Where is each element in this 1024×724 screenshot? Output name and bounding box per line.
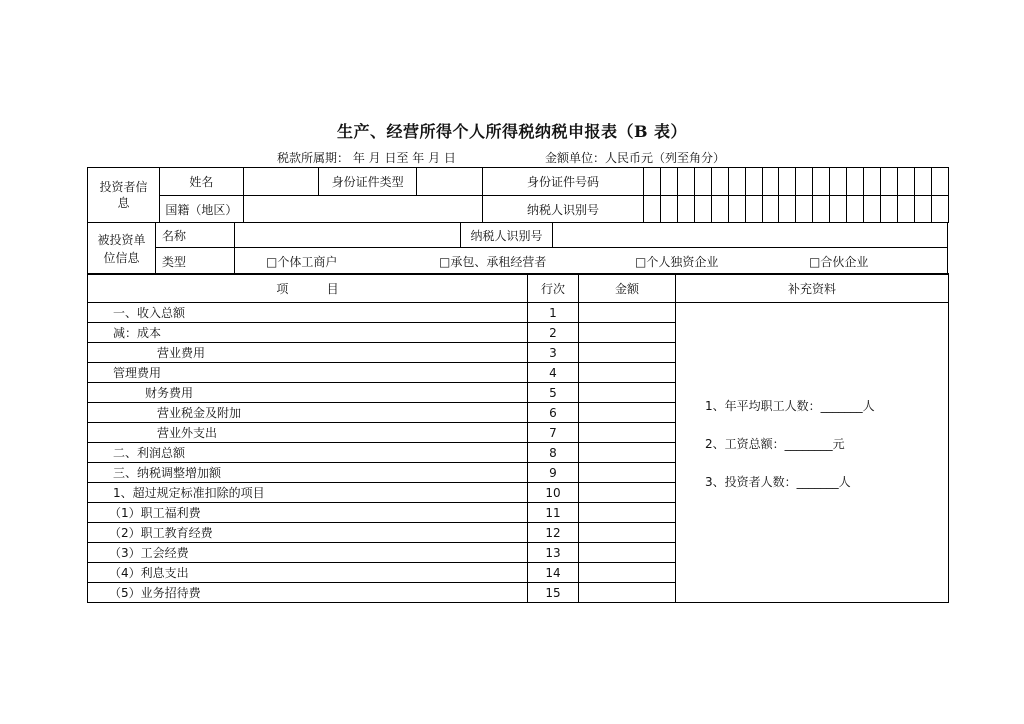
supplement-area xyxy=(676,303,949,603)
amount-cell[interactable] xyxy=(579,303,676,323)
row-number: 6 xyxy=(528,403,579,423)
row-label: （5）业务招待费 xyxy=(88,583,528,603)
id-number-box[interactable] xyxy=(881,168,898,196)
amount-cell[interactable] xyxy=(579,483,676,503)
tax-id-box[interactable] xyxy=(796,196,813,223)
type-option-partnership[interactable]: □合伙企业 xyxy=(809,255,869,269)
nationality-field[interactable] xyxy=(243,196,482,223)
tax-id-box[interactable] xyxy=(694,196,711,223)
id-number-box[interactable] xyxy=(677,168,694,196)
tax-period: 税款所属期： 年 月 日至 年 月 日 xyxy=(277,151,456,165)
id-number-box[interactable] xyxy=(847,168,864,196)
tax-id-box[interactable] xyxy=(643,196,660,223)
id-number-box[interactable] xyxy=(914,168,931,196)
row-number: 14 xyxy=(528,563,579,583)
tax-id-box[interactable] xyxy=(914,196,931,223)
type-option-individual-business[interactable]: □个体工商户 xyxy=(266,255,338,269)
amount-cell[interactable] xyxy=(579,383,676,403)
amount-cell[interactable] xyxy=(579,523,676,543)
invested-tax-id-field[interactable] xyxy=(553,223,948,248)
id-type-field[interactable] xyxy=(417,168,483,196)
row-number: 11 xyxy=(528,503,579,523)
nationality-label: 国籍（地区） xyxy=(160,196,244,223)
investor-count-line: 3、投资者人数：_______人 xyxy=(705,475,851,489)
tax-id-box[interactable] xyxy=(745,196,762,223)
amount-cell[interactable] xyxy=(579,343,676,363)
investor-tax-id-label: 纳税人识别号 xyxy=(482,196,643,223)
currency-unit: 金额单位：人民币元（列至角分） xyxy=(545,151,726,165)
row-label: 财务费用 xyxy=(88,383,528,403)
row-label: 二、利润总额 xyxy=(88,443,528,463)
id-number-box[interactable] xyxy=(711,168,728,196)
row-label: 三、纳税调整增加额 xyxy=(88,463,528,483)
invested-name-field[interactable] xyxy=(235,223,461,248)
row-number: 3 xyxy=(528,343,579,363)
id-number-box[interactable] xyxy=(796,168,813,196)
row-number: 8 xyxy=(528,443,579,463)
invested-unit-table xyxy=(87,222,948,275)
tax-id-box[interactable] xyxy=(847,196,864,223)
row-number: 7 xyxy=(528,423,579,443)
row-number: 4 xyxy=(528,363,579,383)
row-number: 2 xyxy=(528,323,579,343)
investor-table xyxy=(87,167,949,223)
row-label: 减：成本 xyxy=(88,323,528,343)
id-number-box[interactable] xyxy=(813,168,830,196)
amount-cell[interactable] xyxy=(579,423,676,443)
amount-cell[interactable] xyxy=(579,323,676,343)
row-label: （3）工会经费 xyxy=(88,543,528,563)
tax-id-box[interactable] xyxy=(677,196,694,223)
tax-id-box[interactable] xyxy=(762,196,779,223)
row-number: 9 xyxy=(528,463,579,483)
investor-name-label: 姓名 xyxy=(160,168,244,196)
amount-cell[interactable] xyxy=(579,563,676,583)
investor-section-label: 投资者信息 xyxy=(88,168,160,223)
type-label: 类型 xyxy=(156,248,235,275)
amount-cell[interactable] xyxy=(579,543,676,563)
tax-id-box[interactable] xyxy=(830,196,847,223)
tax-id-box[interactable] xyxy=(813,196,830,223)
id-number-box[interactable] xyxy=(660,168,677,196)
id-number-box[interactable] xyxy=(762,168,779,196)
tax-id-box[interactable] xyxy=(711,196,728,223)
tax-id-box[interactable] xyxy=(931,196,948,223)
row-label: 一、收入总额 xyxy=(88,303,528,323)
row-number: 12 xyxy=(528,523,579,543)
id-number-box[interactable] xyxy=(864,168,881,196)
invested-tax-id-label: 纳税人识别号 xyxy=(461,223,553,248)
amount-cell[interactable] xyxy=(579,363,676,383)
column-header-supplement: 补充资料 xyxy=(676,274,949,303)
id-number-box[interactable] xyxy=(694,168,711,196)
tax-id-box[interactable] xyxy=(864,196,881,223)
amount-cell[interactable] xyxy=(579,583,676,603)
tax-id-box[interactable] xyxy=(779,196,796,223)
amount-cell[interactable] xyxy=(579,503,676,523)
amount-cell[interactable] xyxy=(579,443,676,463)
row-number: 13 xyxy=(528,543,579,563)
id-number-box[interactable] xyxy=(830,168,847,196)
amount-cell[interactable] xyxy=(579,463,676,483)
row-label: 营业费用 xyxy=(88,343,528,363)
tax-id-box[interactable] xyxy=(728,196,745,223)
column-header-line: 行次 xyxy=(528,274,579,303)
row-label: （2）职工教育经费 xyxy=(88,523,528,543)
tax-id-box[interactable] xyxy=(898,196,915,223)
row-number: 5 xyxy=(528,383,579,403)
id-number-box[interactable] xyxy=(728,168,745,196)
form-title: 生产、经营所得个人所得税纳税申报表（B 表） xyxy=(336,122,688,141)
row-number: 10 xyxy=(528,483,579,503)
row-label: （4）利息支出 xyxy=(88,563,528,583)
type-option-sole-proprietorship[interactable]: □个人独资企业 xyxy=(635,255,719,269)
total-wages-line: 2、工资总额：________元 xyxy=(705,437,845,451)
type-option-contractor[interactable]: □承包、承租经营者 xyxy=(439,255,547,269)
row-number: 1 xyxy=(528,303,579,323)
row-label: 1、超过规定标准扣除的项目 xyxy=(88,483,528,503)
id-number-box[interactable] xyxy=(779,168,796,196)
id-number-box[interactable] xyxy=(898,168,915,196)
tax-id-box[interactable] xyxy=(881,196,898,223)
invested-section-label: 被投资单位信息 xyxy=(88,223,156,275)
row-label: 营业税金及附加 xyxy=(88,403,528,423)
type-options xyxy=(235,248,948,275)
avg-employees-line: 1、年平均职工人数：_______人 xyxy=(705,399,875,413)
investor-name-field[interactable] xyxy=(243,168,318,196)
row-label: （1）职工福利费 xyxy=(88,503,528,523)
amount-cell[interactable] xyxy=(579,403,676,423)
row-label: 管理费用 xyxy=(88,363,528,383)
tax-id-box[interactable] xyxy=(660,196,677,223)
id-type-label: 身份证件类型 xyxy=(318,168,416,196)
column-header-item: 项 目 xyxy=(88,274,528,303)
row-number: 15 xyxy=(528,583,579,603)
id-number-label: 身份证件号码 xyxy=(482,168,643,196)
column-header-amount: 金额 xyxy=(579,274,676,303)
id-number-box[interactable] xyxy=(643,168,660,196)
id-number-box[interactable] xyxy=(931,168,948,196)
id-number-box[interactable] xyxy=(745,168,762,196)
row-label: 营业外支出 xyxy=(88,423,528,443)
invested-name-label: 名称 xyxy=(156,223,235,248)
